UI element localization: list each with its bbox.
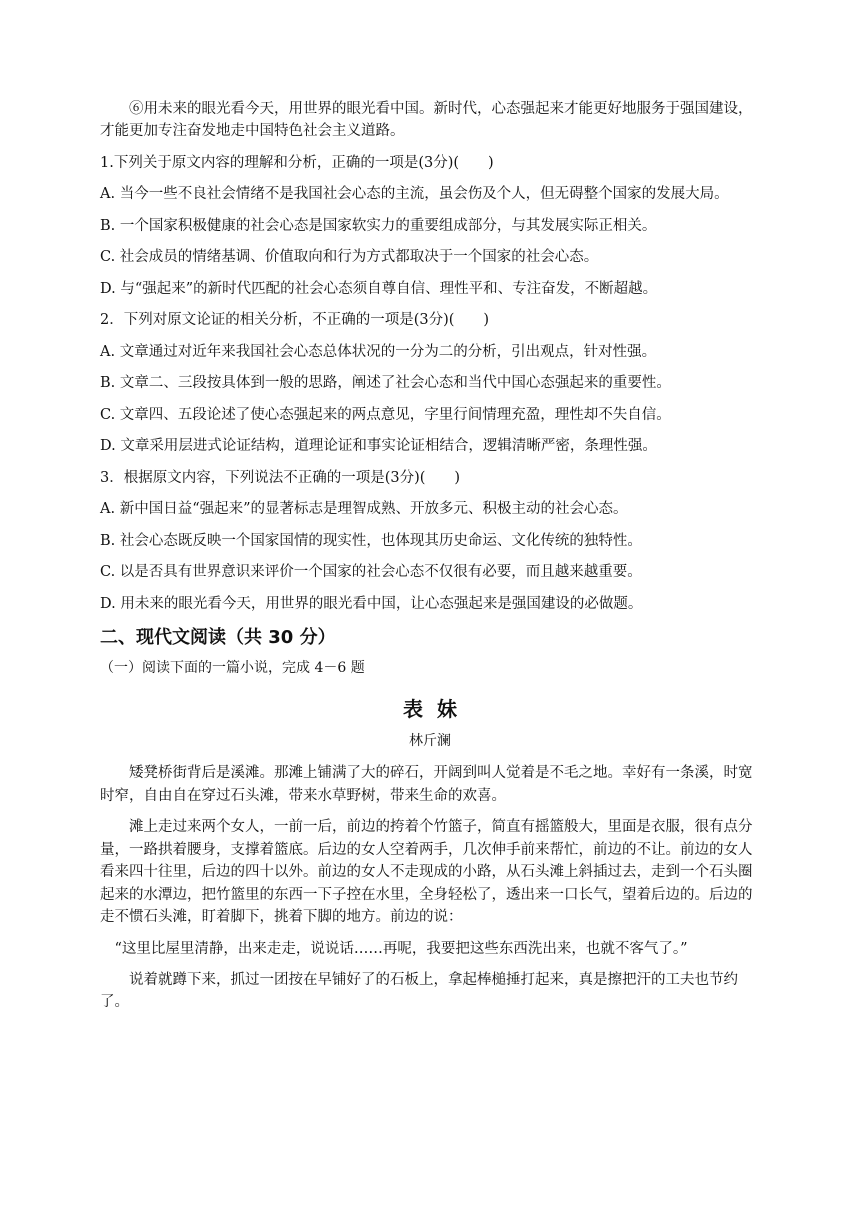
option-d: D. 文章采用层进式论证结构，道理论证和事实论证相结合，逻辑清晰严密，条理性强。 xyxy=(100,438,657,455)
option-a: A. 文章通过对近年来我国社会心态总体状况的一分为二的分析，引出观点，针对性强。 xyxy=(100,343,657,360)
story-quote: “这里比屋里清静，出来走走，说说话……再呢，我要把这些东西洗出来，也就不客气了。” xyxy=(114,940,688,957)
question-stem: 1.下列关于原文内容的理解和分析，正确的一项是(3分)( ) xyxy=(100,154,494,171)
option-b: B. 文章二、三段按具体到一般的思路，阐述了社会心态和当代中国心态强起来的重要性。 xyxy=(100,375,671,392)
option-a: A. 新中国日益“强起来”的显著标志是理智成熟、开放多元、积极主动的社会心态。 xyxy=(100,501,628,518)
question-2 xyxy=(100,309,760,457)
story-paragraph-2: 滩上走过来两个女人，一前一后，前边的挎着个竹篮子，简直有摇篮般大，里面是衣服，很有点分量，一路拱着腰身，支撑着篮底。后边的女人空着两手，几次伸手前来帮忙，前边的不让。前边的女人看来四十往里，后边的四十以外。前边的女人不走现成的小路，从石头滩上斜插过去，走到一个石头圈起来的水潭边，把竹篮里的东西一下子控在水里，全身轻松了，透出来一口长气，望着后边的。后边的走不惯石头滩，盯着脚下，挑着下脚的地方。前边的说： xyxy=(100,819,753,926)
section-heading: 二、现代文阅读（共 30 分） xyxy=(100,626,336,648)
option-c: C. 文章四、五段论述了使心态强起来的两点意见，字里行间情理充盈，理性却不失自信。 xyxy=(100,406,671,423)
intro-paragraph: ⑥用未来的眼光看今天，用世界的眼光看中国。新时代，心态强起来才能更好地服务于强国建设，才能更加专注奋发地走中国特色社会主义道路。 xyxy=(100,101,753,140)
option-d: D. 用未来的眼光看今天，用世界的眼光看中国，让心态强起来是强国建设的必做题。 xyxy=(100,595,643,612)
option-b: B. 社会心态既反映一个国家国情的现实性，也体现其历史命运、文化传统的独特性。 xyxy=(100,532,642,549)
question-stem: 2．下列对原文论证的相关分析，不正确的一项是(3分)( ) xyxy=(100,312,490,329)
option-d: D. 与“强起来”的新时代匹配的社会心态须自尊自信、理性平和、专注奋发，不断超越。 xyxy=(100,280,658,297)
option-c: C. 社会成员的情绪基调、价值取向和行为方式都取决于一个国家的社会心态。 xyxy=(100,249,599,266)
option-c: C. 以是否具有世界意识来评价一个国家的社会心态不仅很有必要，而且越来越重要。 xyxy=(100,564,642,581)
option-b: B. 一个国家积极健康的社会心态是国家软实力的重要组成部分，与其发展实际正相关。 xyxy=(100,217,657,234)
sub-heading: （一）阅读下面的一篇小说，完成 4－6 题 xyxy=(100,659,365,676)
story-paragraph-3: 说着就蹲下来，抓过一团按在早铺好了的石板上，拿起棒槌捶打起来，真是擦把汗的工夫也节约了。 xyxy=(100,971,738,1011)
question-3 xyxy=(100,467,760,615)
story-title: 表妹 xyxy=(403,696,471,721)
question-1 xyxy=(100,152,760,300)
option-a: A. 当今一些不良社会情绪不是我国社会心态的主流，虽会伤及个人，但无碍整个国家的发展大局。 xyxy=(100,186,729,203)
story-paragraph-1: 矮凳桥街背后是溪滩。那滩上铺满了大的碎石，开阔到叫人觉着是不毛之地。幸好有一条溪，时宽时窄，自由自在穿过石头滩，带来水草野树，带来生命的欢喜。 xyxy=(100,765,753,804)
question-stem: 3．根据原文内容，下列说法不正确的一项是(3分)( ) xyxy=(100,469,461,486)
story-author: 林斤澜 xyxy=(409,732,451,749)
